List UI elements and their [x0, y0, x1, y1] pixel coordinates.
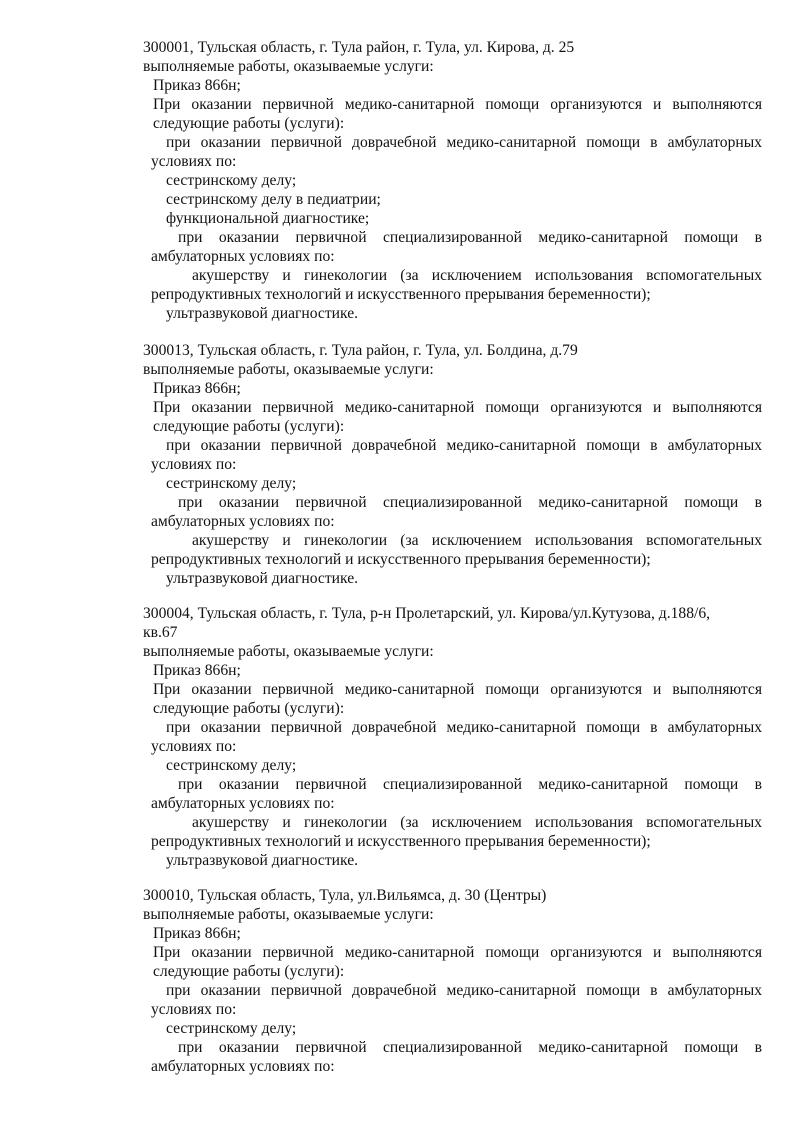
prehospital-care-heading: при оказании первичной доврачебной медико-санитарной помощи в амбулаторных: [166, 719, 762, 736]
obstetrics-item: акушерству и гинекологии (за исключением использования вспомогательных: [192, 532, 762, 549]
address-line: 300001, Тульская область, г. Тула район, г. Тула, ул. Кирова, д. 25: [143, 39, 575, 56]
obstetrics-item-cont: репродуктивных технологий и искусственного прерывания беременности);: [151, 551, 651, 568]
general-statement-cont: следующие работы (услуги):: [153, 963, 345, 980]
order-reference: Приказ 866н;: [153, 925, 241, 942]
specialized-care-heading-cont: амбулаторных условиях по:: [151, 795, 335, 812]
prehospital-care-heading-cont: условиях по:: [151, 456, 237, 473]
ultrasound-item: ультразвуковой диагностике.: [166, 570, 359, 587]
general-statement: При оказании первичной медико-санитарной помощи организуются и выполняются: [153, 399, 762, 416]
general-statement: При оказании первичной медико-санитарной помощи организуются и выполняются: [153, 681, 762, 698]
address-line: 300013, Тульская область, г. Тула район, г. Тула, ул. Болдина, д.79: [143, 342, 578, 359]
service-item: функциональной диагностике;: [166, 210, 370, 227]
address-line-cont: кв.67: [143, 624, 178, 641]
order-reference: Приказ 866н;: [153, 662, 241, 679]
order-reference: Приказ 866н;: [153, 380, 241, 397]
order-reference: Приказ 866н;: [153, 77, 241, 94]
prehospital-care-heading-cont: условиях по:: [151, 738, 237, 755]
service-item: сестринскому делу;: [166, 172, 297, 189]
specialized-care-heading-cont: амбулаторных условиях по:: [151, 1058, 335, 1075]
general-statement: При оказании первичной медико-санитарной помощи организуются и выполняются: [153, 96, 762, 113]
specialized-care-heading: при оказании первичной специализированной медико-санитарной помощи в: [178, 229, 762, 246]
prehospital-care-heading: при оказании первичной доврачебной медико-санитарной помощи в амбулаторных: [166, 134, 762, 151]
ultrasound-item: ультразвуковой диагностике.: [166, 852, 359, 869]
general-statement-cont: следующие работы (услуги):: [153, 115, 345, 132]
specialized-care-heading: при оказании первичной специализированной медико-санитарной помощи в: [178, 776, 762, 793]
prehospital-care-heading: при оказании первичной доврачебной медико-санитарной помощи в амбулаторных: [166, 982, 762, 999]
obstetrics-item: акушерству и гинекологии (за исключением использования вспомогательных: [192, 814, 762, 831]
address-line: 300010, Тульская область, Тула, ул.Вильямса, д. 30 (Центры): [143, 887, 547, 904]
specialized-care-heading-cont: амбулаторных условиях по:: [151, 513, 335, 530]
obstetrics-item-cont: репродуктивных технологий и искусственного прерывания беременности);: [151, 286, 651, 303]
service-item: сестринскому делу;: [166, 757, 297, 774]
specialized-care-heading: при оказании первичной специализированной медико-санитарной помощи в: [178, 494, 762, 511]
general-statement-cont: следующие работы (услуги):: [153, 418, 345, 435]
works-intro: выполняемые работы, оказываемые услуги:: [143, 906, 434, 923]
works-intro: выполняемые работы, оказываемые услуги:: [143, 643, 434, 660]
service-item: сестринскому делу;: [166, 475, 297, 492]
prehospital-care-heading-cont: условиях по:: [151, 1001, 237, 1018]
obstetrics-item: акушерству и гинекологии (за исключением использования вспомогательных: [192, 267, 762, 284]
address-line: 300004, Тульская область, г. Тула, р-н Пролетарский, ул. Кирова/ул.Кутузова, д.188/6,: [143, 605, 711, 622]
ultrasound-item: ультразвуковой диагностике.: [166, 305, 359, 322]
obstetrics-item-cont: репродуктивных технологий и искусственного прерывания беременности);: [151, 833, 651, 850]
service-item: сестринскому делу в педиатрии;: [166, 191, 381, 208]
specialized-care-heading-cont: амбулаторных условиях по:: [151, 248, 335, 265]
general-statement-cont: следующие работы (услуги):: [153, 700, 345, 717]
works-intro: выполняемые работы, оказываемые услуги:: [143, 58, 434, 75]
works-intro: выполняемые работы, оказываемые услуги:: [143, 361, 434, 378]
prehospital-care-heading-cont: условиях по:: [151, 153, 237, 170]
specialized-care-heading: при оказании первичной специализированной медико-санитарной помощи в: [178, 1039, 762, 1056]
service-item: сестринскому делу;: [166, 1020, 297, 1037]
prehospital-care-heading: при оказании первичной доврачебной медико-санитарной помощи в амбулаторных: [166, 437, 762, 454]
general-statement: При оказании первичной медико-санитарной помощи организуются и выполняются: [153, 944, 762, 961]
